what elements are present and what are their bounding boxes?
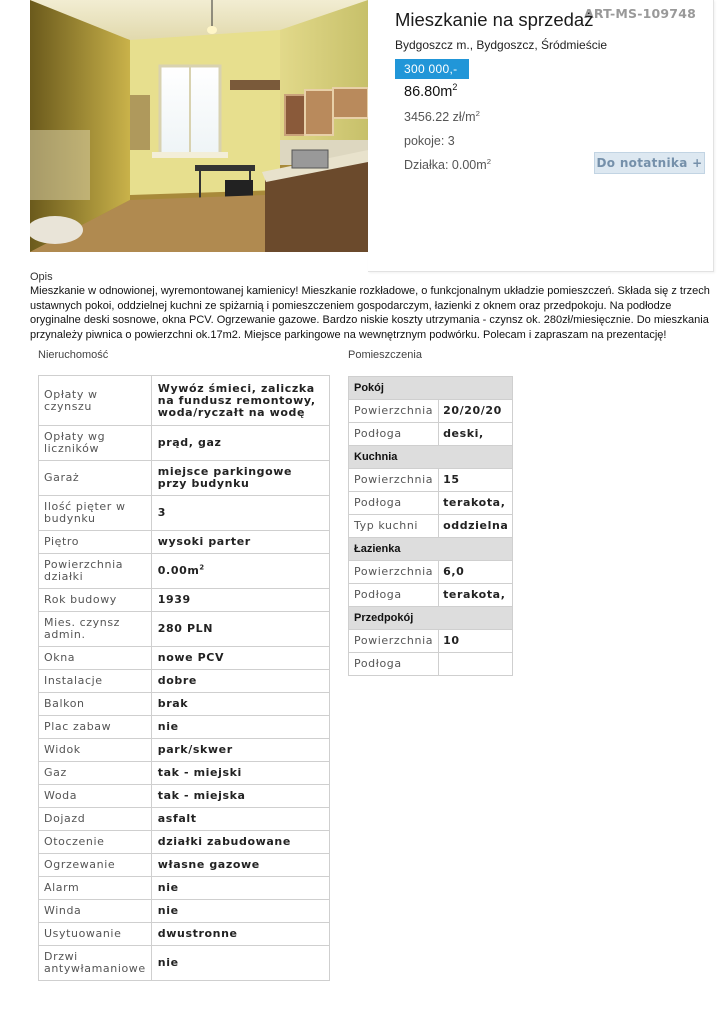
listing-photo[interactable] <box>30 0 368 252</box>
property-key: Garaż <box>39 461 152 496</box>
property-row <box>39 554 330 589</box>
property-value: wysoki parter <box>151 531 329 554</box>
property-row <box>39 762 330 785</box>
room-group-header <box>349 538 513 561</box>
room-value: 20/20/20 <box>439 400 513 423</box>
room-row <box>349 515 513 538</box>
property-value: 3 <box>151 496 329 531</box>
rooms-table <box>348 376 513 676</box>
property-value: 280 PLN <box>151 612 329 647</box>
property-key: Ogrzewanie <box>39 854 152 877</box>
property-row <box>39 496 330 531</box>
room-value: deski, <box>439 423 513 446</box>
room-name: Łazienka <box>349 538 513 561</box>
property-key: Balkon <box>39 693 152 716</box>
listing-title: Mieszkanie na sprzedaż <box>395 9 594 30</box>
property-key: Plac zabaw <box>39 716 152 739</box>
property-value: dobre <box>151 670 329 693</box>
plot-area: Działka: $0.00m^2$ <box>404 156 491 172</box>
property-value: Wywóz śmieci, zaliczka na fundusz remontowy, woda/ryczałt na wodę <box>151 376 329 426</box>
property-key: Drzwi antywłamaniowe <box>39 946 152 981</box>
property-row <box>39 785 330 808</box>
property-row <box>39 946 330 981</box>
property-row <box>39 461 330 496</box>
description-label: Opis <box>30 271 53 283</box>
property-value: działki zabudowane <box>151 831 329 854</box>
property-value: miejsce parkingowe przy budynku <box>151 461 329 496</box>
description-text: Mieszkanie w odnowionej, wyremontowanej kamienicy! Mieszkanie rozkładowe, o funkcjonalnym układzie pomieszczeń. Składa się z trzech ustawnych pokoi, oddzielnej kuchni ze spiżarnią i pomieszczeniem gospodarczym, łazienki z oknem oraz przedpokoju. Na podłodze oryginalne deski sosnowe, okna PCV. Ogrzewanie gazowe. Bardzo niskie koszty utrzymania - czynsz ok. 280zł/miesięcznie. Do mieszkania przynależy piwnica o powierzchni ok.17m2. Miejsce parkingowe na wewnętrznym podwórku. Polecam i zapraszam na prezentację! <box>30 285 710 341</box>
room-key: Podłoga <box>349 423 439 446</box>
property-key: Okna <box>39 647 152 670</box>
room-row <box>349 561 513 584</box>
property-row <box>39 647 330 670</box>
room-row <box>349 492 513 515</box>
room-key: Podłoga <box>349 584 439 607</box>
room-key: Powierzchnia <box>349 400 439 423</box>
property-key: Rok budowy <box>39 589 152 612</box>
property-row <box>39 923 330 946</box>
property-row <box>39 426 330 461</box>
room-row <box>349 469 513 492</box>
property-key: Alarm <box>39 877 152 900</box>
add-to-notebook-button[interactable]: Do notatnika + <box>594 152 705 174</box>
property-value: brak <box>151 693 329 716</box>
property-row <box>39 854 330 877</box>
property-key: Winda <box>39 900 152 923</box>
room-name: Przedpokój <box>349 607 513 630</box>
property-value: prąd, gaz <box>151 426 329 461</box>
property-key: Dojazd <box>39 808 152 831</box>
property-row <box>39 531 330 554</box>
room-name: Pokój <box>349 377 513 400</box>
property-value: nowe PCV <box>151 647 329 670</box>
room-row <box>349 423 513 446</box>
rooms-count: pokoje: 3 <box>404 134 455 148</box>
property-key: Opłaty wg liczników <box>39 426 152 461</box>
property-row <box>39 376 330 426</box>
room-group-header <box>349 607 513 630</box>
property-key: Piętro <box>39 531 152 554</box>
room-key: Powierzchnia <box>349 561 439 584</box>
property-row <box>39 612 330 647</box>
property-key: Powierzchnia działki <box>39 554 152 589</box>
room-value: 10 <box>439 630 513 653</box>
property-key: Mies. czynsz admin. <box>39 612 152 647</box>
room-group-header <box>349 446 513 469</box>
room-value: 15 <box>439 469 513 492</box>
property-row <box>39 693 330 716</box>
room-key: Podłoga <box>349 492 439 515</box>
price-badge: 300 000,- <box>395 59 469 79</box>
room-row <box>349 400 513 423</box>
property-key: Ilość pięter w budynku <box>39 496 152 531</box>
property-row <box>39 670 330 693</box>
room-value: terakota, <box>439 492 513 515</box>
property-key: Instalacje <box>39 670 152 693</box>
rooms-section-label: Pomieszczenia <box>348 349 422 361</box>
property-key: Woda <box>39 785 152 808</box>
listing-location: Bydgoszcz m., Bydgoszcz, Śródmieście <box>395 38 608 52</box>
kitchen-photo-illustration <box>30 0 368 252</box>
property-value: $0.00m^2$ <box>151 554 329 589</box>
room-key: Podłoga <box>349 653 439 676</box>
property-section-label: Nieruchomość <box>38 349 109 361</box>
property-key: Gaz <box>39 762 152 785</box>
property-value: nie <box>151 946 329 981</box>
room-group-header <box>349 377 513 400</box>
property-row <box>39 831 330 854</box>
room-key: Powierzchnia <box>349 469 439 492</box>
property-value: tak - miejski <box>151 762 329 785</box>
property-value: tak - miejska <box>151 785 329 808</box>
property-value: nie <box>151 877 329 900</box>
property-row <box>39 739 330 762</box>
property-value: 1939 <box>151 589 329 612</box>
room-name: Kuchnia <box>349 446 513 469</box>
property-value: nie <box>151 716 329 739</box>
property-key: Opłaty w czynszu <box>39 376 152 426</box>
room-row <box>349 630 513 653</box>
property-key: Widok <box>39 739 152 762</box>
reference-number: ART-MS-109748 <box>583 6 696 21</box>
property-value: asfalt <box>151 808 329 831</box>
room-value: 6,0 <box>439 561 513 584</box>
room-row <box>349 584 513 607</box>
property-value: własne gazowe <box>151 854 329 877</box>
room-row <box>349 653 513 676</box>
listing-summary <box>368 0 714 272</box>
property-row <box>39 589 330 612</box>
price-per-meter: 3456.22 $zł/m^2$ <box>404 108 480 124</box>
room-value: terakota, <box>439 584 513 607</box>
property-details-table <box>38 375 330 981</box>
room-value <box>439 653 513 676</box>
property-row <box>39 877 330 900</box>
property-key: Otoczenie <box>39 831 152 854</box>
property-row <box>39 716 330 739</box>
property-row <box>39 808 330 831</box>
room-key: Powierzchnia <box>349 630 439 653</box>
room-key: Typ kuchni <box>349 515 439 538</box>
property-row <box>39 900 330 923</box>
property-value: dwustronne <box>151 923 329 946</box>
property-value: park/skwer <box>151 739 329 762</box>
listing-area: $86.80m^2$ <box>404 82 458 100</box>
room-value: oddzielna <box>439 515 513 538</box>
property-value: nie <box>151 900 329 923</box>
property-key: Usytuowanie <box>39 923 152 946</box>
